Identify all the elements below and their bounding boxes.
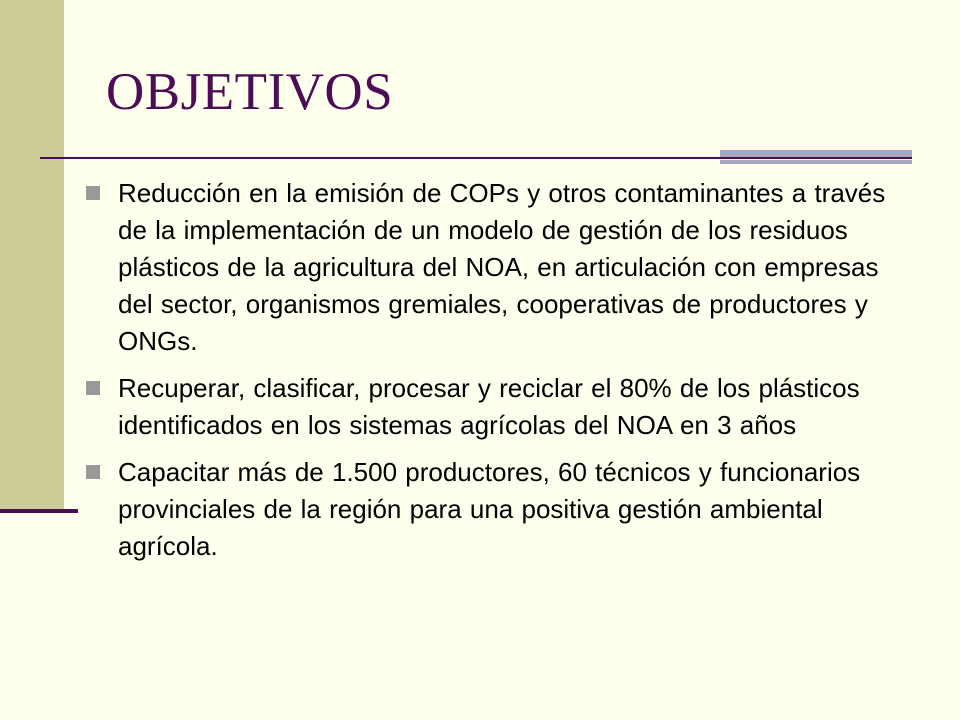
left-decorative-rule	[0, 509, 78, 513]
title-accent-bar-lower	[720, 160, 912, 164]
title-underline-rule	[40, 157, 912, 159]
left-decorative-band	[0, 0, 64, 512]
bullet-text: Capacitar más de 1.500 productores, 60 técnicos y funcionarios provinciales de la región para una positiva gestión ambiental agrícola.	[118, 457, 861, 561]
square-bullet-icon	[86, 186, 100, 200]
bullet-list	[84, 175, 914, 575]
bullet-item	[84, 454, 914, 565]
bullet-text: Recuperar, clasificar, procesar y reciclar el 80% de los plásticos identificados en los sistemas agrícolas del NOA en 3 años	[118, 373, 860, 440]
square-bullet-icon	[86, 465, 100, 479]
square-bullet-icon	[86, 381, 100, 395]
bullet-item	[84, 370, 914, 444]
bullet-text: Reducción en la emisión de COPs y otros contaminantes a través de la implementación de un modelo de gestión de los residuos plásticos de la agricultura del NOA, en articulación con empresas del sector, organismos gremiales, cooperativas de productores y ONGs.	[118, 178, 886, 356]
slide-title: OBJETIVOS	[106, 63, 394, 121]
bullet-item	[84, 175, 914, 360]
title-accent-bar	[720, 150, 912, 157]
